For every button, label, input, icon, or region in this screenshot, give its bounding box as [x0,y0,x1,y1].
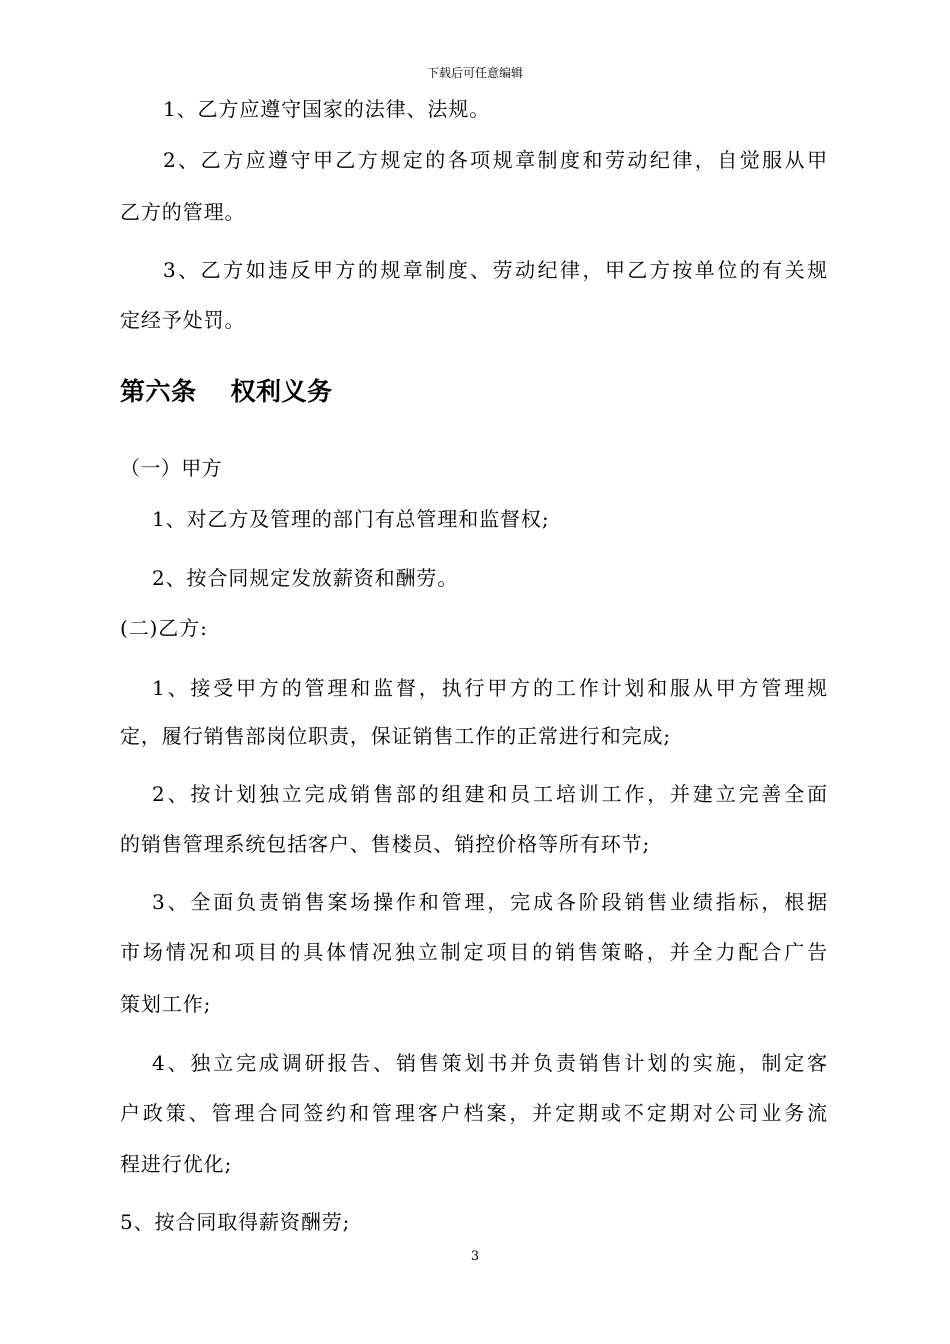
party-b-item-2-line-2: 的销售管理系统包括客户、售楼员、销控价格等所有环节; [120,832,651,856]
article-number: 第六条 [120,377,197,406]
party-b-item-3-line-3: 策划工作; [120,992,212,1016]
section5-item-3-line-2: 定经予处罚。 [120,308,246,332]
party-b-item-4-line-3: 程进行优化; [120,1152,233,1176]
party-b-item-5: 5、按合同取得薪资酬劳; [120,1210,351,1234]
party-b-item-3-line-2: 市场情况和项目的具体情况独立制定项目的销售策略，并全力配合广告 [120,940,828,964]
party-b-item-3-line-1: 3、全面负责销售案场操作和管理，完成各阶段销售业绩指标，根据 [152,890,828,914]
section5-item-1: 1、乙方应遵守国家的法律、法规。 [163,97,491,121]
party-a-heading: （一）甲方 [120,456,222,480]
section5-item-3-line-1: 3、乙方如违反甲方的规章制度、劳动纪律，甲乙方按单位的有关规 [163,258,828,282]
party-b-item-4-line-2: 户政策、管理合同签约和管理客户档案，并定期或不定期对公司业务流 [120,1101,828,1125]
party-b-item-1-line-2: 定，履行销售部岗位职责，保证销售工作的正常进行和完成; [120,724,672,748]
section5-item-2-line-2: 乙方的管理。 [120,200,246,224]
article-title: 权利义务 [230,377,333,406]
page-number: 3 [470,1249,480,1264]
article-heading [120,377,333,407]
section5-item-2-line-1: 2、乙方应遵守甲乙方规定的各项规章制度和劳动纪律，自觉服从甲 [163,148,828,172]
party-b-heading: (二)乙方: [120,616,208,640]
party-a-item-2: 2、按合同规定发放薪资和酬劳。 [152,566,459,590]
header-note: 下载后可任意编辑 [426,66,523,80]
party-a-item-1: 1、对乙方及管理的部门有总管理和监督权; [152,507,550,531]
party-b-item-1-line-1: 1、接受甲方的管理和监督，执行甲方的工作计划和服从甲方管理规 [152,676,828,700]
party-b-item-4-line-1: 4、独立完成调研报告、销售策划书并负责销售计划的实施，制定客 [152,1051,828,1075]
party-b-item-2-line-1: 2、按计划独立完成销售部的组建和员工培训工作，并建立完善全面 [152,782,828,806]
